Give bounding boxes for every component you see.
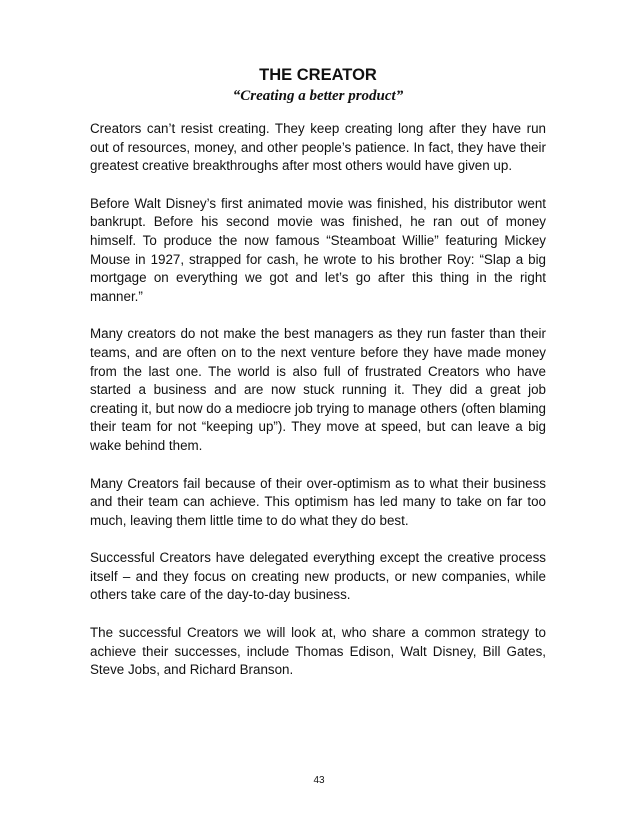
paragraph: Creators can’t resist creating. They keep creating long after they have run out of resources, money, and other people’s patience. In fact, they have their greatest creative breakthroughs after most others would have given up. xyxy=(90,121,546,174)
page-number: 43 xyxy=(313,775,325,786)
document-page xyxy=(90,64,546,699)
paragraph: Many Creators fail because of their over-optimism as to what their business and their team can achieve. This optimism has led many to take on far too much, leaving them little time to do what they do best. xyxy=(90,475,546,528)
chapter-title: THE CREATOR xyxy=(259,66,377,84)
paragraph: The successful Creators we will look at, who share a common strategy to achieve their successes, include Thomas Edison, Walt Disney, Bill Gates, Steve Jobs, and Richard Branson. xyxy=(90,625,546,678)
paragraph: Before Walt Disney’s first animated movie was finished, his distributor went bankrupt. Before his second movie was finished, he ran out of money himself. To produce the now famous “Steamboat Willie” featuring Mickey Mouse in 1927, strapped for cash, he wrote to his brother Roy: “Slap a big mortgage on everything we got and let’s go after this thing in the right manner.” xyxy=(90,195,546,304)
paragraph: Many creators do not make the best managers as they run faster than their teams, and are often on to the next venture before they have made money from the last one. The world is also full of frustrated Creators who have started a business and are now stuck running it. They did a great job creating it, but now do a mediocre job trying to manage others (often blaming their team for not “keeping up”). They move at speed, but can leave a big wake behind them. xyxy=(90,326,546,453)
paragraph: Successful Creators have delegated everything except the creative process itself – and they focus on creating new products, or new companies, while others take care of the day-to-day business. xyxy=(90,550,546,603)
chapter-subtitle: “Creating a better product” xyxy=(232,88,404,104)
